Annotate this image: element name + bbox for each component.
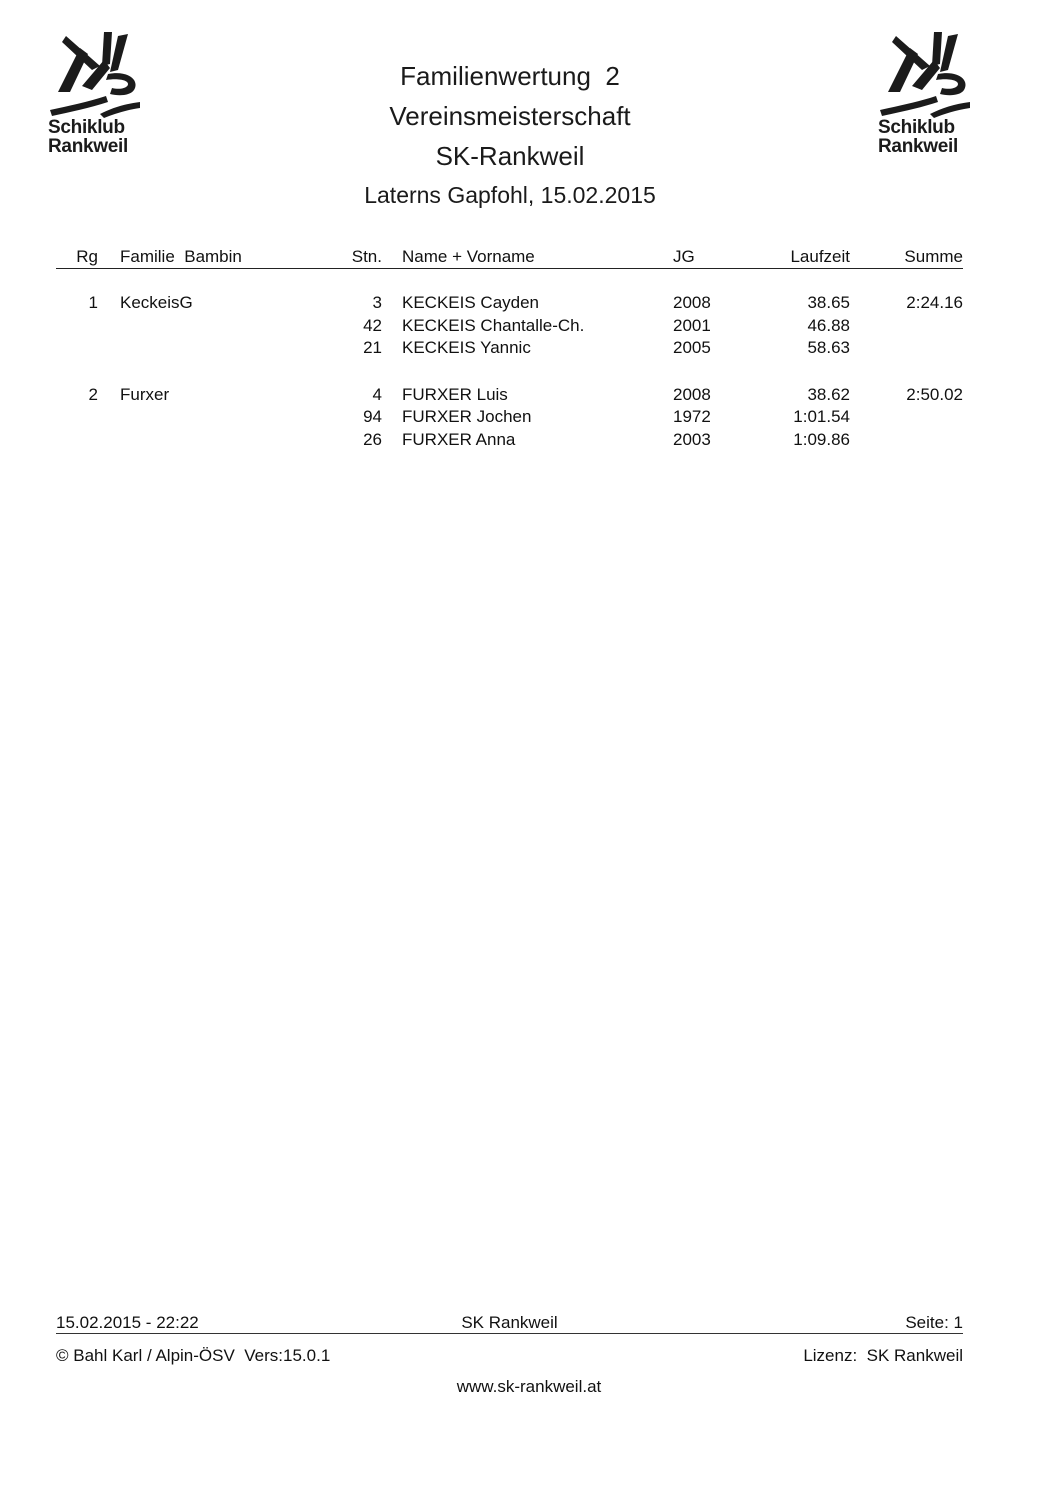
table-row [56,406,963,428]
event-name: Vereinsmeisterschaft [389,101,631,131]
birth-year: 2005 [673,338,711,357]
column-header-name: Name + Vorname [402,247,535,266]
athlete-name: KECKEIS Yannic [402,338,531,357]
table-row [56,384,963,406]
run-time: 46.88 [807,315,850,335]
start-number: 42 [363,315,382,335]
table-row [56,337,963,359]
team-total: 2:50.02 [906,384,963,404]
website-url: www.sk-rankweil.at [456,1377,602,1396]
birth-year: 2001 [673,315,711,335]
page-number: Seite: 1 [905,1313,963,1332]
license: Lizenz: SK Rankweil [803,1346,963,1365]
logo-text-line1: Schiklub [878,117,955,138]
run-time: 1:01.54 [793,407,850,426]
page-title: Familienwertung 2 [400,61,620,91]
table-row [56,292,963,314]
column-header-year: JG [673,247,695,266]
team-row [56,292,963,384]
run-time: 1:09.86 [793,429,850,449]
footer-bottom [56,1345,963,1367]
athlete-name: FURXER Jochen [402,407,532,426]
team-row [56,384,963,476]
column-header-rank: Rg [76,247,98,266]
location-date: Laterns Gapfohl, 15.02.2015 [364,182,656,208]
run-time: 58.63 [807,338,850,357]
start-number: 4 [372,384,382,404]
team-total: 2:24.16 [906,293,963,312]
family-name: Furxer [120,384,170,404]
run-time: 38.62 [807,384,850,404]
column-header-total: Summe [904,247,963,266]
athlete-name: KECKEIS Cayden [402,293,540,312]
club-logo-right [878,30,978,160]
start-number: 21 [363,338,382,357]
club-name: SK-Rankweil [435,141,585,171]
column-header-run-time: Laufzeit [790,247,850,266]
run-time: 38.65 [807,293,850,312]
print-datetime: 15.02.2015 - 22:22 [56,1313,199,1332]
column-header-family: Familie Bambin [120,247,242,266]
skier-logo-icon [48,30,148,118]
athlete-name: FURXER Luis [402,384,508,404]
footer-top [56,1312,963,1334]
column-header-start-number: Stn. [351,247,382,266]
start-number: 26 [363,429,382,449]
rank: 2 [88,384,98,404]
logo-text-line2: Rankweil [48,136,128,157]
birth-year: 2008 [673,293,711,312]
column-header-row [56,246,963,269]
birth-year: 2008 [673,384,711,404]
birth-year: 1972 [673,407,711,426]
table-row [56,315,963,337]
athlete-name: FURXER Anna [402,429,516,449]
footer-club: SK Rankweil [461,1313,558,1332]
athlete-name: KECKEIS Chantalle-Ch. [402,315,585,335]
birth-year: 2003 [673,429,711,449]
family-name: KeckeisG [120,293,193,312]
skier-logo-icon [878,30,978,118]
start-number: 94 [363,407,382,426]
results-table [56,292,963,475]
logo-text-line2: Rankweil [878,136,958,157]
copyright: © Bahl Karl / Alpin-ÖSV Vers:15.0.1 [56,1346,331,1365]
start-number: 3 [372,293,382,312]
title-block [200,56,820,214]
logo-text-line1: Schiklub [48,117,125,138]
rank: 1 [88,293,98,312]
table-row [56,429,963,451]
club-logo-left [48,30,148,160]
